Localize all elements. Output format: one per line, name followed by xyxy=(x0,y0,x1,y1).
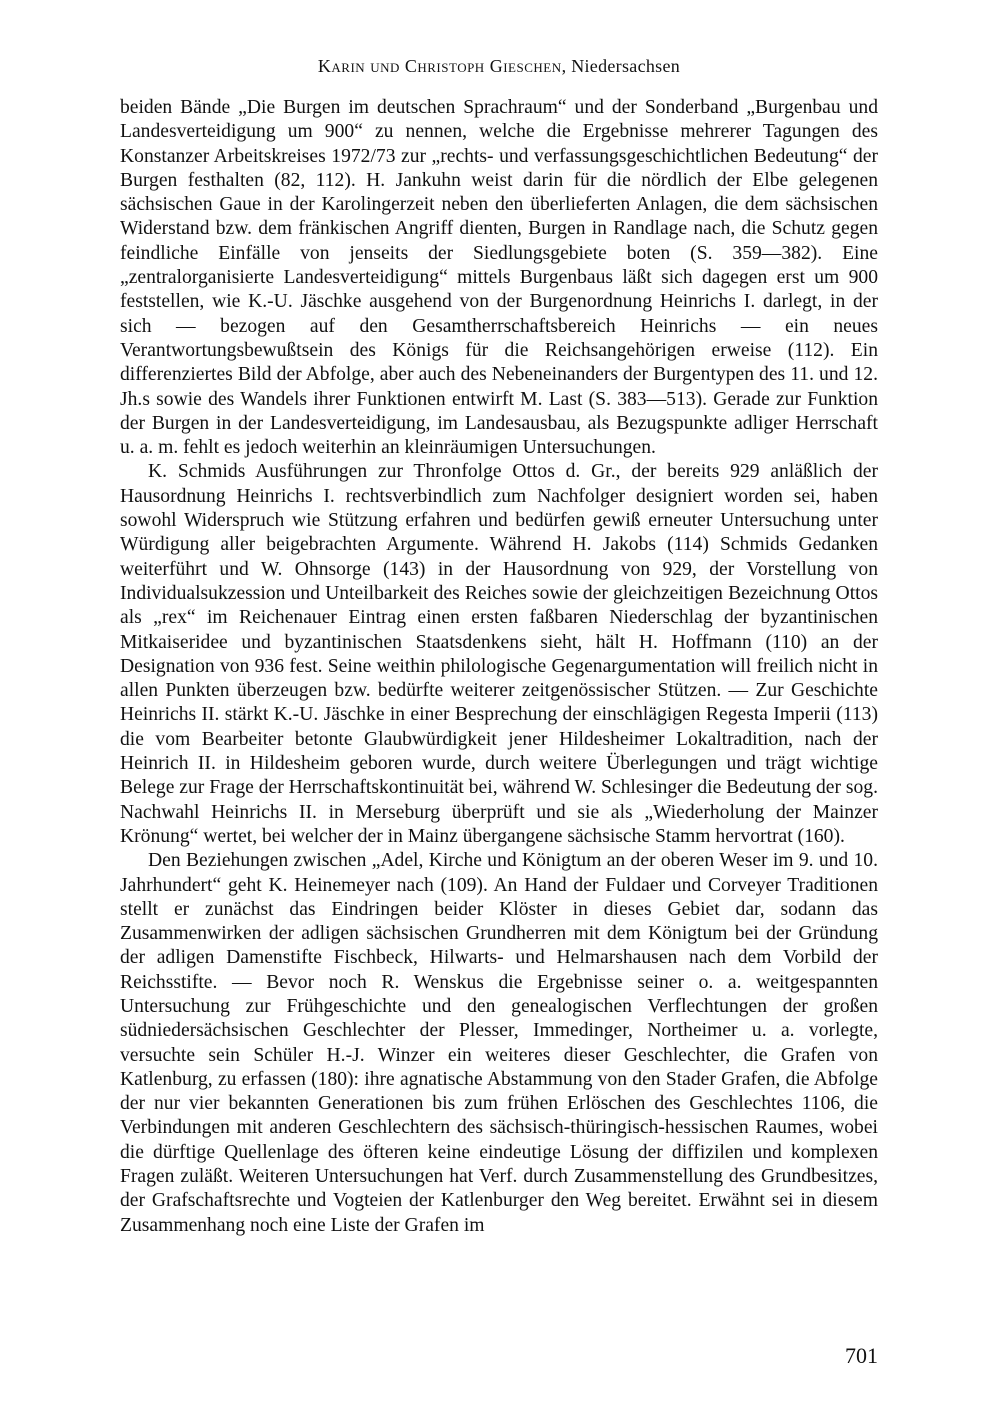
running-head: Karin und Christoph Gieschen, Niedersachsen xyxy=(317,56,681,76)
body-text xyxy=(120,96,878,1238)
paragraph-2: K. Schmids Ausführungen zur Thronfolge Ottos d. Gr., der bereits 929 anläßlich der Hausordnung Heinrichs I. rechtsverbindlich zum Nachfolger designiert worden sei, haben sowohl Widerspruch wie Stützung erfahren und bedürfen gewiß erneuter Untersuchung unter Würdigung aller beigebrachten Argumente. Während H. Jakobs (114) Schmids Gedanken weiterführt und W. Ohnsorge (143) in der Hausordnung von 929, der Vorstellung von Individualsukzession und Unteilbarkeit des Reiches sowie der gleichzeitigen Bezeichnung Ottos als „rex“ im Reichenauer Eintrag einen ersten faßbaren Niederschlag der byzantinischen Mitkaiseridee und byzantinischen Staatsdenkens sieht, hält H. Hoffmann (110) an der Designation von 936 fest. Seine weithin philologische Gegenargumentation will freilich nicht in allen Punkten überzeugen bzw. bedürfte weiterer zeitgenössischer Stützen. — Zur Geschichte Heinrichs II. stärkt K.-U. Jäschke in einer Besprechung der einschlägigen Regesta Imperii (113) die vom Bearbeiter betonte Glaubwürdigkeit jener Hildesheimer Lokaltradition, nach der Heinrich II. in Hildesheim geboren wurde, durch weitere Überlegungen und trägt wichtige Belege zur Frage der Herrschaftskontinuität bei, während W. Schlesinger die Bedeutung der sog. Nachwahl Heinrichs II. in Merseburg überprüft und sie als „Wiederholung der Mainzer Krönung“ wertet, bei welcher der in Mainz übergangene sächsische Stamm hervortrat (160). xyxy=(120,461,878,847)
running-head-authors: Karin und Christoph Gieschen xyxy=(317,56,562,76)
paragraph-1: beiden Bände „Die Burgen im deutschen Sprachraum“ und der Sonderband „Burgenbau und Landesverteidigung um 900“ zu nennen, welche die Ergebnisse mehrerer Tagungen des Konstanzer Arbeitskreises 1972/73 zur „rechts- und verfassungsgeschichtlichen Bedeutung“ der Burgen festhalten (82, 112). H. Jankuhn weist darin für die nördlich der Elbe gelegenen sächsischen Gaue in der Karolingerzeit neben den überlieferten Anlagen, die dem sächsischen Widerstand bzw. dem fränkischen Angriff dienten, Burgen in Randlage nach, die Schutz gegen feindliche Einfälle von jenseits der Siedlungsgebiete boten (S. 359—382). Eine „zentralorganisierte Landesverteidigung“ mittels Burgenbaus läßt sich dagegen erst um 900 feststellen, wie K.-U. Jäschke ausgehend von der Burgenordnung Heinrichs I. darlegt, in der sich — bezogen auf den Gesamtherrschaftsbereich Heinrichs — ein neues Verantwortungsbewußtsein des Königs für die Reichsangehörigen erweise (112). Ein differenziertes Bild der Abfolge, aber auch des Nebeneinanders der Burgentypen des 11. und 12. Jh.s sowie des Wandels ihrer Funktionen entwirft M. Last (S. 383—513). Gerade zur Funktion der Burgen in der Landesverteidigung, im Landesausbau, als Bezugspunkte adliger Herrschaft u. a. m. fehlt es jedoch weiterhin an kleinräumigen Untersuchungen. xyxy=(120,97,878,459)
page-number: 701 xyxy=(845,1343,878,1368)
paragraph-3: Den Beziehungen zwischen „Adel, Kirche und Königtum an der oberen Weser im 9. und 10. Jahrhundert“ geht K. Heinemeyer nach (109). An Hand der Fuldaer und Corveyer Traditionen stellt er zunächst das Eindringen beider Klöster in dieses Gebiet dar, sodann das Zusammenwirken der adligen sächsischen Grundherren mit dem Königtum bei der Gründung der adligen Damenstifte Fischbeck, Hilwarts- und Helmarshausen nach dem Vorbild der Reichsstifte. — Bevor noch R. Wenskus die Ergebnisse seiner o. a. weitgespannten Untersuchung zur Frühgeschichte und den genealogischen Verflechtungen der großen südniedersächsischen Geschlechter der Plesser, Immedinger, Northeimer u. a. vorlegte, versuchte sein Schüler H.-J. Winzer ein weiteres dieser Geschlechter, die Grafen von Katlenburg, zu erfassen (180): ihre agnatische Abstammung von den Stader Grafen, die Abfolge der nur vier bekannten Generationen bis zum frühen Erlöschen des Geschlechtes 1106, die Verbindungen mit anderen Geschlechtern des sächsisch-thüringisch-hessischen Raumes, wobei die dürftige Quellenlage des öfteren keine eindeutige Lösung der diffizilen und komplexen Fragen zuläßt. Weiteren Untersuchungen hat Verf. durch Zusammenstellung des Grundbesitzes, der Grafschaftsrechte und Vogteien der Katlenburger den Weg bereitet. Erwähnt sei in diesem Zusammenhang noch eine Liste der Grafen im xyxy=(120,850,878,1236)
running-head-region: Niedersachsen xyxy=(571,56,681,76)
